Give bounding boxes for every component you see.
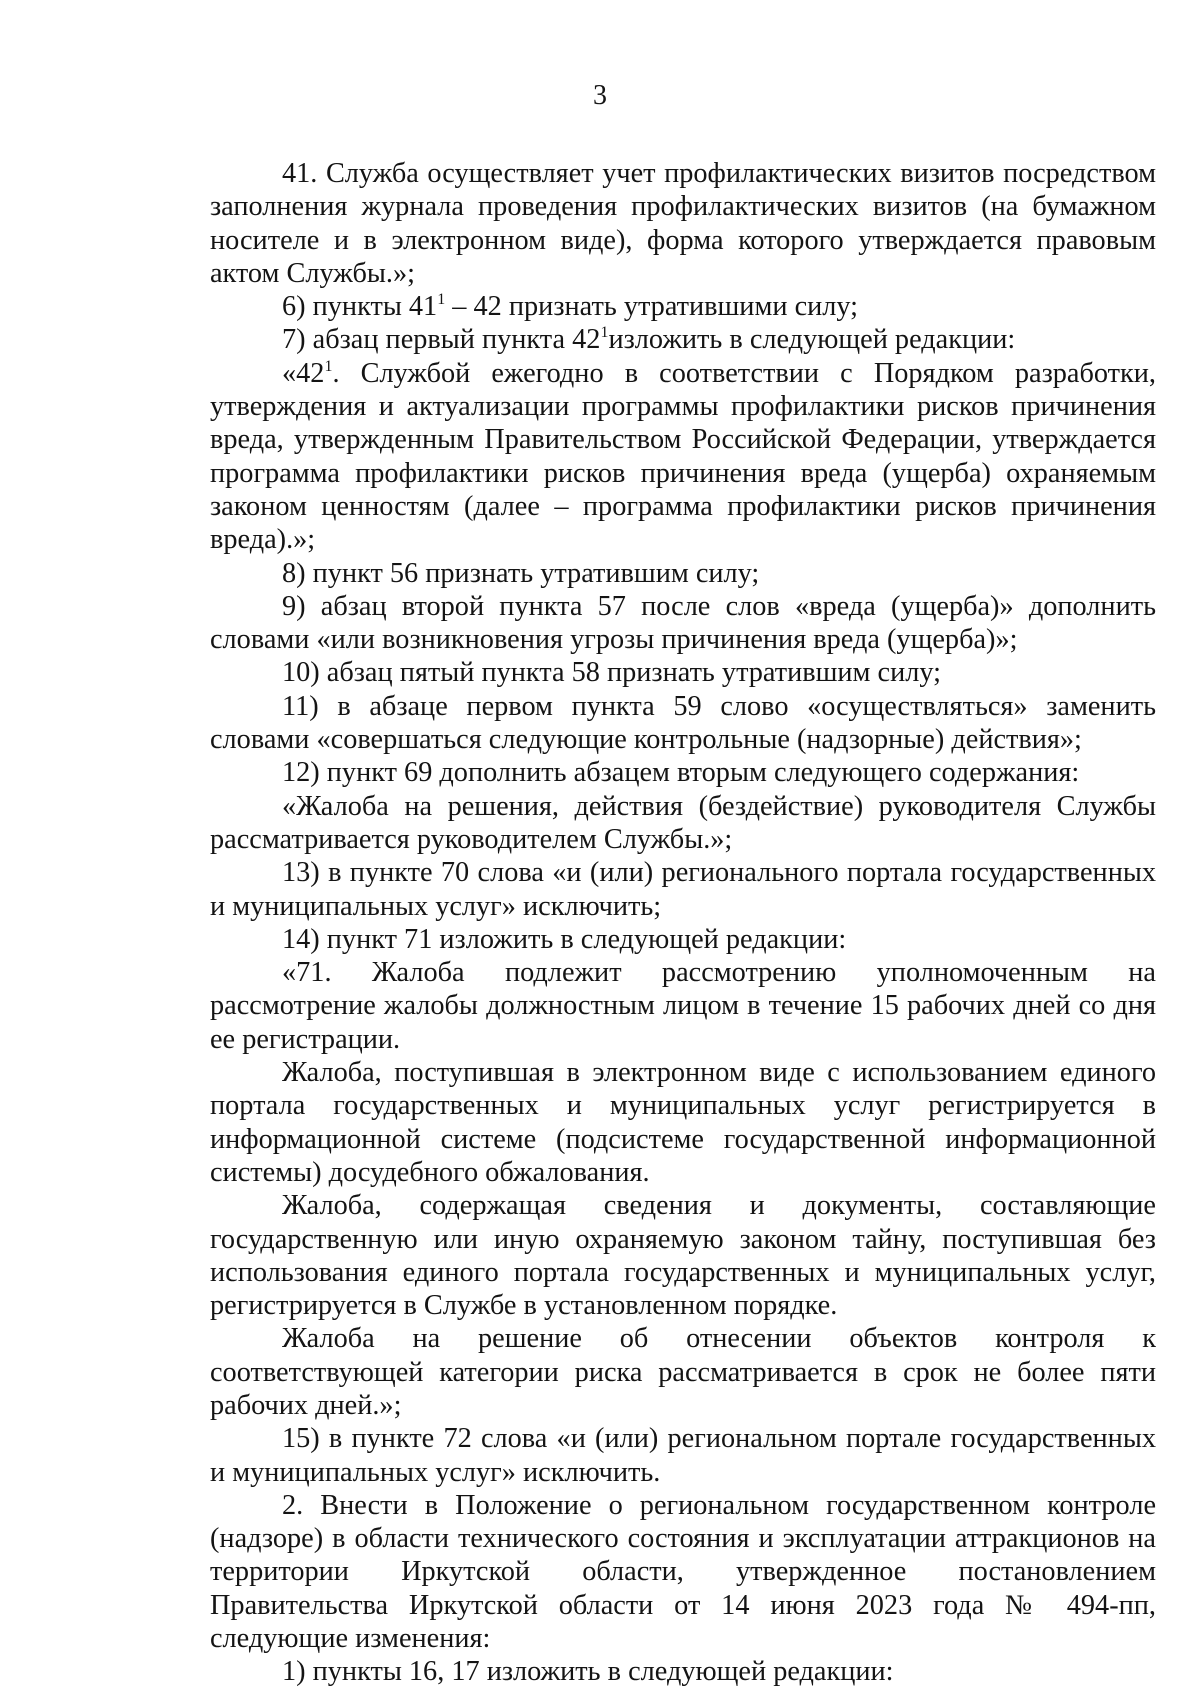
paragraph-amendment-12: 12) пункт 69 дополнить абзацем вторым следующего содержания: <box>282 757 1080 789</box>
paragraph-text: – 42 признать утратившими силу; <box>445 291 859 323</box>
paragraph-amendment-8: 8) пункт 56 признать утратившим силу; <box>282 557 760 589</box>
paragraph-quote-complaint: «Жалоба на решения, действия (бездействие) руководителя Службы рассматривается руководителем Службы.»; <box>210 790 1156 855</box>
paragraph-amendment-7 <box>210 323 1156 356</box>
paragraph-complaint-risk-category: Жалоба на решение об отнесении объектов контроля к соответствующей категории риска рассматривается в срок не более пяти рабочих дней.»; <box>210 1323 1156 1421</box>
paragraph-complaint-electronic: Жалоба, поступившая в электронном виде с использованием единого портала государственных и муниципальных услуг регистрируется в информационной системе (подсистеме государственной информационной системы) досудебного обжалования. <box>210 1057 1156 1188</box>
paragraph-amendment-14: 14) пункт 71 изложить в следующей редакции: <box>282 923 847 955</box>
paragraph-amendment-10: 10) абзац пятый пункта 58 признать утратившим силу; <box>282 657 941 689</box>
paragraph-item-71: «71. Жалоба подлежит рассмотрению уполномоченным на рассмотрение жалобы должностным лицом в течение 15 рабочих дней со дня ее регистрации. <box>210 957 1156 1055</box>
paragraph-text: 7) абзац первый пункта 42 <box>282 324 601 356</box>
paragraph-text: 6) пункты 41 <box>282 291 438 323</box>
paragraph-amendment-13: 13) в пункте 70 слова «и (или) регионального портала государственных и муниципальных услуг» исключить; <box>210 857 1156 922</box>
paragraph-section-2: 2. Внести в Положение о региональном государственном контроле (надзоре) в области технического состояния и эксплуатации аттракционов на территории Иркутской области, утвержденное постановлением Правительства Иркутской области от 14 июня 2023 года № 494-пп, следующие изменения: <box>210 1489 1156 1655</box>
paragraph-text: . Службой ежегодно в соответствии с Порядком разработки, утверждения и актуализации программы профилактики рисков причинения вреда, утвержденным Правительством Российской Федерации, утверждается программа профилактики рисков причинения вреда (ущерба) охраняемым законом ценностям (далее – программа профилактики рисков причинения вреда).»; <box>210 357 1156 556</box>
paragraph-item-41: 41. Служба осуществляет учет профилактических визитов посредством заполнения журнала проведения профилактических визитов (на бумажном носителе и в электронном виде), форма которого утверждается правовым актом Службы.»; <box>210 158 1156 289</box>
superscript: 1 <box>600 324 609 342</box>
page-number: 3 <box>593 80 607 111</box>
paragraph-text: изложить в следующей редакции: <box>608 324 1016 356</box>
paragraph-section-2-item-1: 1) пункты 16, 17 изложить в следующей редакции: <box>282 1656 894 1688</box>
paragraph-text: «42 <box>282 357 325 389</box>
document-body <box>210 157 1156 1689</box>
paragraph-amendment-15: 15) в пункте 72 слова «и (или) региональном портале государственных и муниципальных услуг» исключить. <box>210 1423 1156 1488</box>
superscript: 1 <box>437 291 446 309</box>
paragraph-amendment-9: 9) абзац второй пункта 57 после слов «вреда (ущерба)» дополнить словами «или возникновения угрозы причинения вреда (ущерба)»; <box>210 590 1156 656</box>
paragraph-item-42-1 <box>210 357 1156 557</box>
paragraph-amendment-6 <box>210 290 1156 323</box>
superscript: 1 <box>324 357 333 375</box>
paragraph-complaint-secret: Жалоба, содержащая сведения и документы, составляющие государственную или иную охраняемую законом тайну, поступившая без использования единого портала государственных и муниципальных услуг, регистрируется в Службе в установленном порядке. <box>210 1190 1156 1322</box>
paragraph-amendment-11: 11) в абзаце первом пункта 59 слово «осуществляться» заменить словами «совершаться следующие контрольные (надзорные) действия»; <box>210 690 1156 756</box>
